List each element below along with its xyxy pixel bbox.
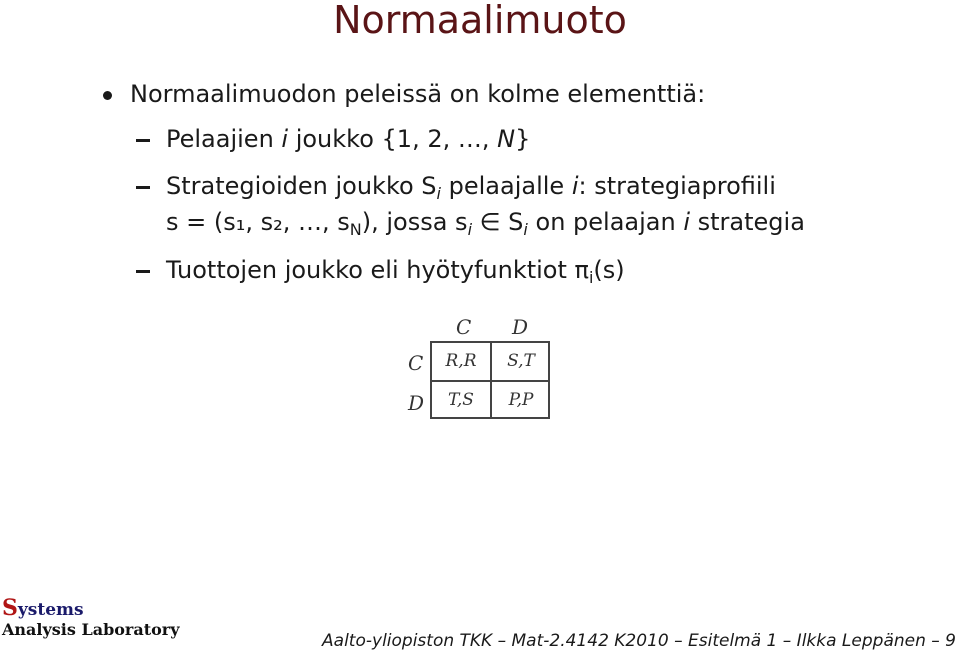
matrix-cell: S,T [507,351,535,371]
bullet-dot [103,91,112,100]
sub-bullet-payoffs: Tuottojen joukko eli hyötyfunktiot $\pi_i(s)$ [166,256,625,287]
matrix-col-header-c: C [456,315,472,339]
sub-bullet-strategies-line2: s = (s₁, s₂, …, $s_N$), jossa $s_i$ ∈ $S_i$ on pelaajan i strategia [166,208,805,239]
dash-1 [136,139,150,142]
matrix-divider [432,380,548,382]
matrix-cell: R,R [445,351,477,371]
slide-title: Normaalimuoto [333,0,627,42]
dash-2 [136,186,150,189]
sub-bullet-players: Pelaajien i joukko {1, 2, …, N} [166,125,531,153]
lab-logo: Systems Analysis Laboratory [2,595,180,639]
matrix-row-header-c: C [408,351,424,375]
matrix-col-header-d: D [512,315,529,339]
matrix-grid [430,341,550,419]
sub-bullet-strategies-line1: Strategioiden joukko $S_i$ pelaajalle i: strategiaprofiili [166,172,776,203]
matrix-cell: T,S [448,390,474,410]
matrix-cell: P,P [508,390,534,410]
payoff-matrix [402,315,552,423]
dash-3 [136,270,150,273]
slide-footer: Aalto-yliopiston TKK – Mat-2.4142 K2010 – Esitelmä 1 – Ilkka Leppänen – 9 [322,631,956,651]
main-bullet-text: Normaalimuodon peleissä on kolme elementtiä: [130,80,706,108]
matrix-row-header-d: D [408,391,425,415]
